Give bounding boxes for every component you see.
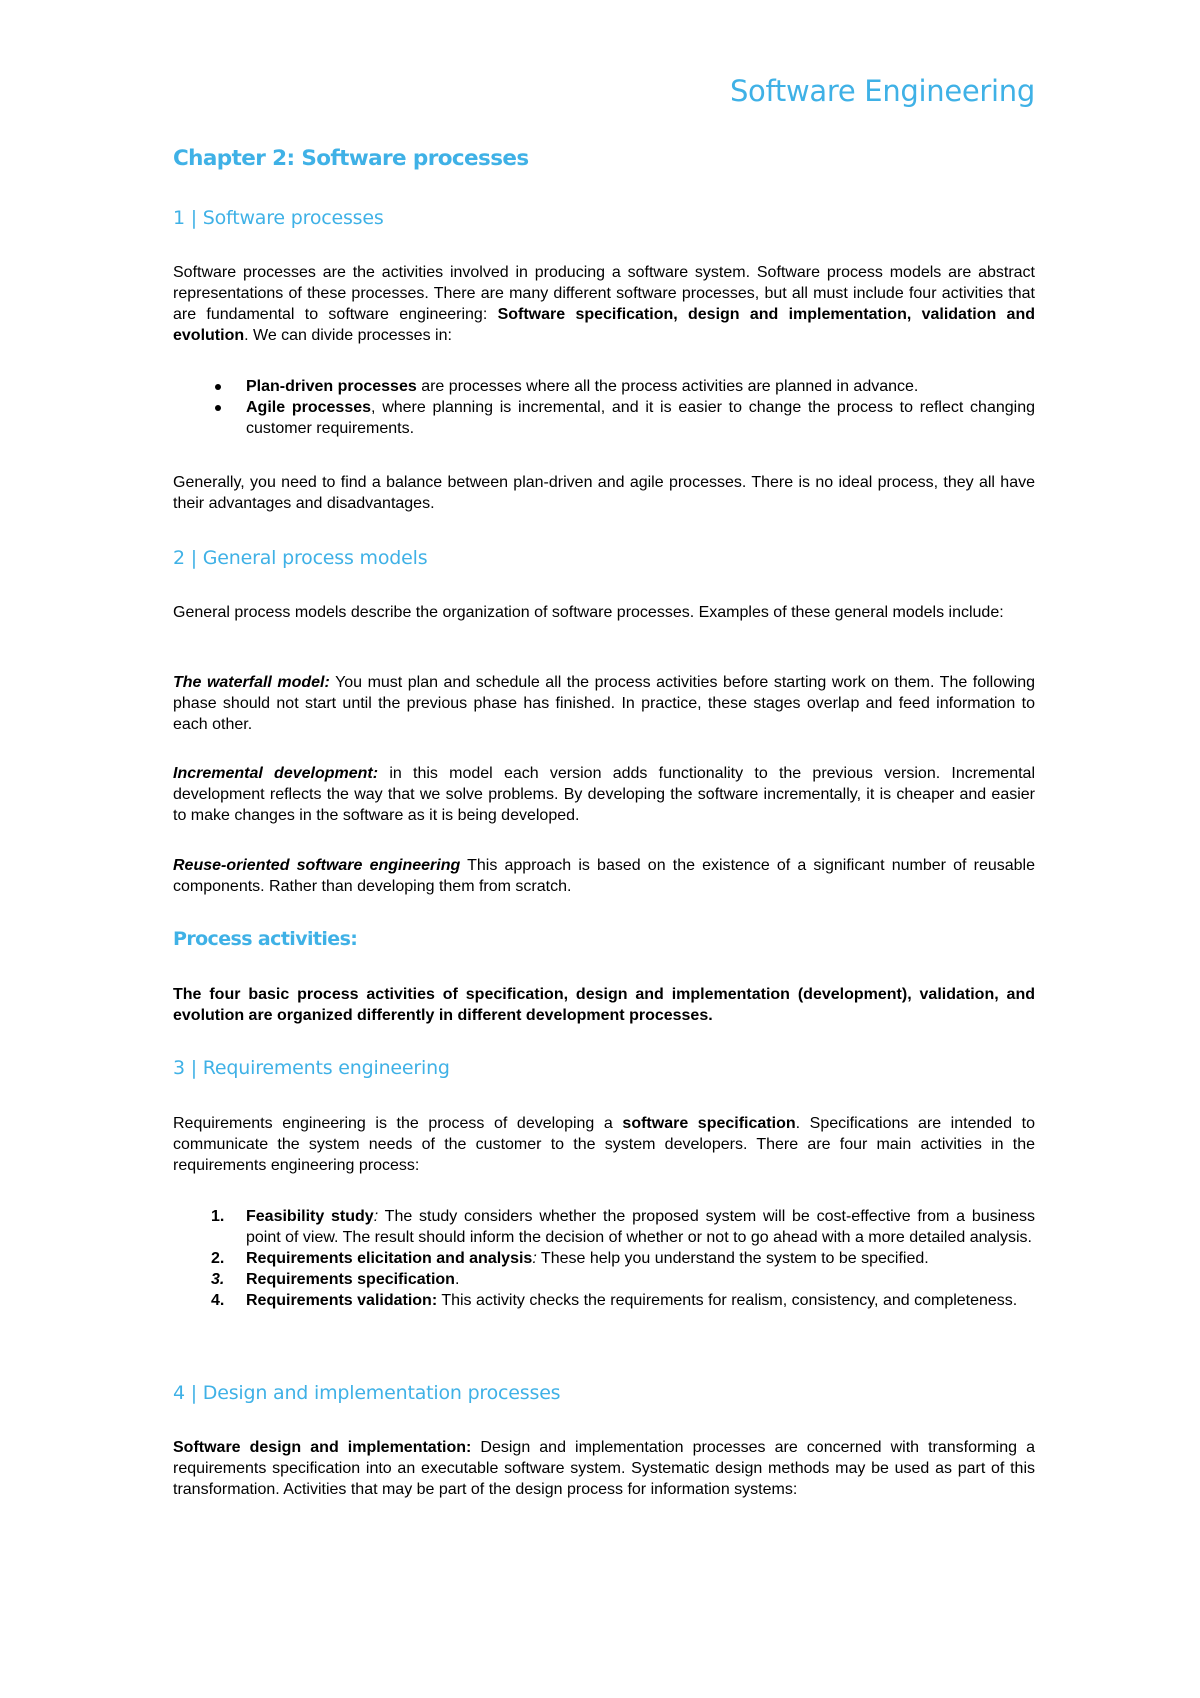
section-3-paragraph <box>173 1113 1035 1176</box>
process-activities-text: The four basic process activities of specification, design and implementation (development), validation, and evolution are organized differently in different development processes. <box>173 986 1035 1024</box>
section-4-bold: Software design and implementation: <box>173 1439 472 1456</box>
reuse-oriented-label: Reuse-oriented software engineering <box>173 857 461 874</box>
list-item-punct: : <box>532 1250 537 1267</box>
bullet-icon <box>215 384 221 390</box>
section-2-heading: 2 | General process models <box>173 547 428 569</box>
list-item-text: . <box>454 1271 460 1288</box>
section-1-text: Software processes are the activities involved in producing a software system. Software process models are abstract representations of these processes. There are many different software processes, but all must include four activities that are fundamental to software engineering: <box>173 264 1035 323</box>
list-item <box>173 397 1035 439</box>
section-4-text: Design and implementation processes are concerned with transforming a requirements specification into an executable software system. Systematic design methods may be used as part of this transformation. Activities that may be part of the design process for information systems: <box>173 1439 1035 1498</box>
section-3-text: Requirements engineering is the process of developing a <box>173 1115 623 1132</box>
section-1-text-end: . We can divide processes in: <box>244 327 452 344</box>
list-item <box>173 1290 1035 1311</box>
list-item-punct: : <box>373 1208 379 1225</box>
incremental-development-text: in this model each version adds functionality to the previous version. Incremental development reflects the way that we solve problems. By developing the software incrementally, it is cheaper and easier to make changes in the software as it is being developed. <box>173 765 1035 824</box>
list-item-bold: Requirements elicitation and analysis <box>246 1250 533 1267</box>
chapter-title: Chapter 2: Software processes <box>173 146 529 171</box>
list-item-text: This activity checks the requirements for realism, consistency, and completeness. <box>437 1292 1018 1309</box>
bullet-icon <box>215 405 221 411</box>
list-item-text: , where planning is incremental, and it is easier to change the process to reflect changing customer requirements. <box>246 399 1035 437</box>
list-item-bold: Agile processes <box>246 399 372 416</box>
list-item-number: 2. <box>211 1250 225 1267</box>
reuse-oriented-paragraph <box>173 855 1035 897</box>
section-4-paragraph <box>173 1437 1035 1500</box>
list-item-text: The study considers whether the proposed system will be cost-effective from a business point of view. The result should inform the decision of whether or not to go ahead with a more detailed analysis. <box>246 1208 1036 1246</box>
process-activities-heading: Process activities: <box>173 928 358 950</box>
list-item-bold: Plan-driven processes <box>246 378 417 395</box>
incremental-development-label: Incremental development: <box>173 765 379 782</box>
section-1-heading: 1 | Software processes <box>173 207 384 229</box>
list-item-number: 1. <box>211 1208 225 1225</box>
waterfall-model-text: You must plan and schedule all the process activities before starting work on them. The following phase should not start until the previous phase has finished. In practice, these stages overlap and feed information to each other. <box>173 674 1036 733</box>
list-item <box>173 1248 1035 1269</box>
list-item-number: 3. <box>211 1271 225 1288</box>
list-item <box>173 1269 1035 1290</box>
requirements-activities-list <box>173 1206 1035 1311</box>
waterfall-model-label: The waterfall model: <box>173 674 330 691</box>
reuse-oriented-text: This approach is based on the existence of a significant number of reusable components. Rather than developing them from scratch. <box>173 857 1035 895</box>
incremental-development-paragraph <box>173 763 1035 826</box>
list-item-bold: Requirements specification <box>246 1271 455 1288</box>
waterfall-model-paragraph <box>173 672 1035 735</box>
section-1-paragraph <box>173 262 1035 346</box>
section-1-conclusion: Generally, you need to find a balance between plan-driven and agile processes. There is no ideal process, they all have their advantages and disadvantages. <box>173 474 1035 512</box>
section-3-text-end: . Specifications are intended to communicate the system needs of the customer to the system developers. There are four main activities in the requirements engineering process: <box>173 1115 1036 1174</box>
section-4-heading: 4 | Design and implementation processes <box>173 1382 561 1404</box>
list-item-text: These help you understand the system to be specified. <box>536 1250 929 1267</box>
list-item-bold: Feasibility study <box>246 1208 374 1225</box>
section-2-intro: General process models describe the organization of software processes. Examples of these general models include: <box>173 604 1004 621</box>
list-item <box>173 1206 1035 1248</box>
section-3-heading: 3 | Requirements engineering <box>173 1057 450 1079</box>
section-3-bold: software specification <box>622 1115 796 1132</box>
process-types-list <box>173 376 1035 439</box>
list-item-bold: Requirements validation: <box>246 1292 438 1309</box>
list-item <box>173 376 1035 397</box>
document-header-title: Software Engineering <box>729 74 1035 108</box>
list-item-text: are processes where all the process activities are planned in advance. <box>416 378 919 395</box>
list-item-number: 4. <box>211 1292 225 1309</box>
section-1-bold: Software specification, design and implementation, validation and evolution <box>173 306 1036 344</box>
